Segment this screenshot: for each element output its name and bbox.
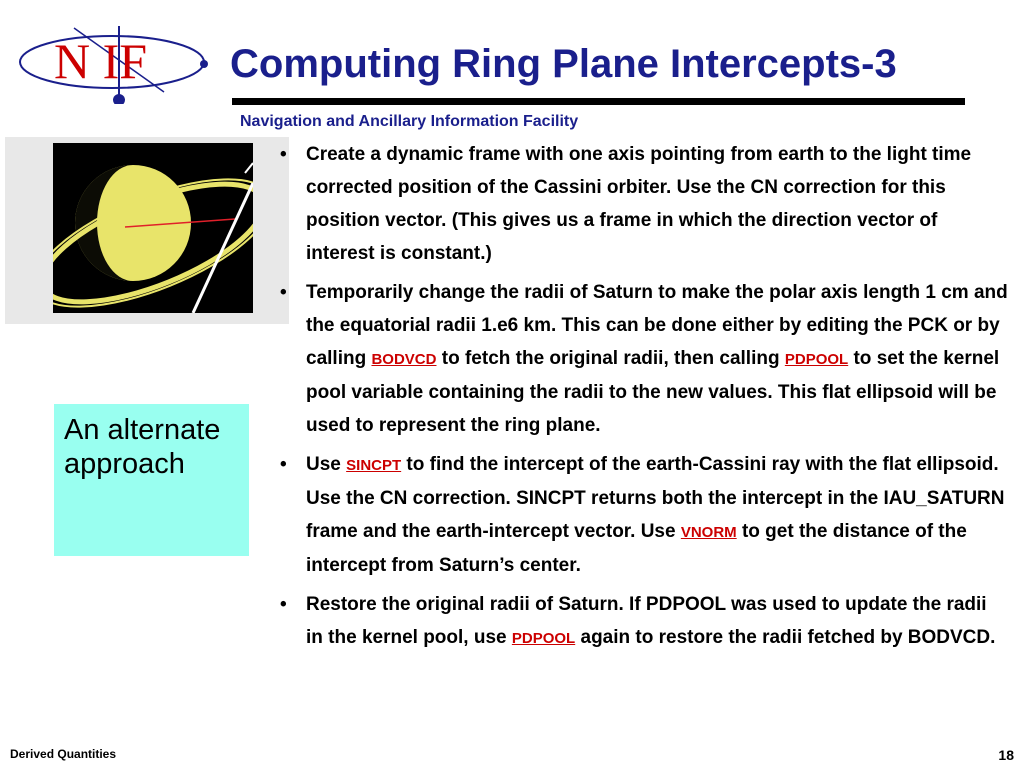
routine-link-vnorm[interactable]: VNORM — [680, 524, 737, 541]
alternate-approach-callout: An alternate approach — [54, 404, 249, 556]
saturn-image — [5, 137, 289, 324]
routine-link-sincpt[interactable]: SINCPT — [346, 457, 402, 474]
bullet-text: Temporarily change the radii of Saturn to make the polar axis length 1 cm and the equatorial radii 1.e6 km. This can be done either by editing the PCK or by calling — [306, 282, 1008, 369]
bullet-text: again to restore the radii fetched by BODVCD. — [575, 627, 996, 648]
bullet-text: to set the kernel pool variable containing the radii to the new values. This flat ellipsoid will be used to represent the ring plane. — [306, 348, 1000, 436]
routine-link-pdpool[interactable]: PDPOOL — [511, 630, 576, 647]
bullet-text: to get the distance of the intercept from Saturn’s center. — [306, 521, 967, 576]
bullet-text: Use — [306, 454, 347, 475]
naif-logo — [14, 22, 224, 104]
bullet-text: to fetch the original radii, then calling — [436, 348, 785, 369]
logo-text: N IF — [54, 33, 148, 89]
footer-section-label: Derived Quantities — [10, 747, 117, 761]
bullet-item — [268, 138, 1008, 270]
bullet-marker: • — [280, 282, 287, 303]
bullet-item — [268, 448, 1008, 582]
routine-link-pdpool[interactable]: PDPOOL — [784, 351, 849, 368]
bullet-marker: • — [280, 594, 287, 615]
bullet-text: Create a dynamic frame with one axis pointing from earth to the light time corrected position of the Cassini orbiter. Use the CN correction for this position vector. (This gives us a frame in which the direction vector of interest is constant.) — [306, 144, 972, 264]
subtitle: Navigation and Ancillary Information Facility — [240, 113, 579, 130]
saturn-ring-illustration — [53, 143, 253, 313]
bullet-item — [268, 276, 1008, 442]
bullet-marker: • — [280, 454, 287, 475]
bullet-text: to find the intercept of the earth-Cassini ray with the flat ellipsoid. Use the CN correction. SINCPT returns both the intercept in the IAU_SATURN frame and the earth-intercept vector. Use — [306, 454, 1005, 542]
page-number: 18 — [998, 747, 1014, 763]
bullet-item — [268, 588, 1008, 655]
page-title: Computing Ring Plane Intercepts-3 — [230, 42, 897, 86]
bullet-text: Restore the original radii of Saturn. If PDPOOL was used to update the radii in the kernel pool, use — [306, 594, 987, 648]
routine-link-bodvcd[interactable]: BODVCD — [371, 351, 437, 368]
bullet-list — [268, 138, 1008, 661]
bullet-marker: • — [280, 144, 287, 165]
title-divider — [232, 98, 965, 105]
